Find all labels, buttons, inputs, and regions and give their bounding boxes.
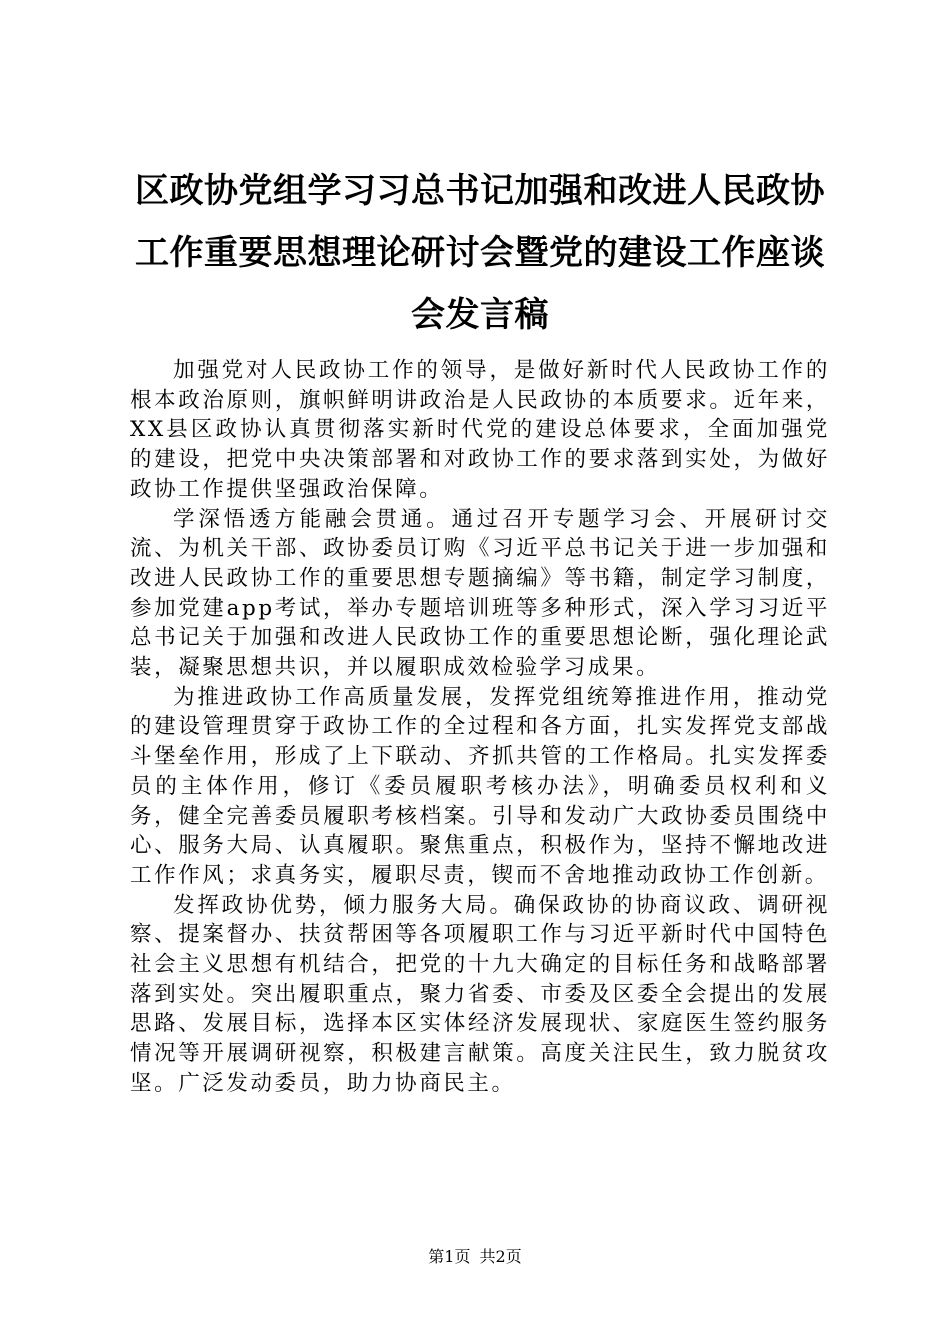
page-number: 第1页: [428, 1247, 471, 1266]
paragraph-2: 学深悟透方能融会贯通。通过召开专题学习会、开展研讨交流、为机关干部、政协委员订购《习近平总书记关于进一步加强和改进人民政协工作的重要思想专题摘编》等书籍，制定学习制度，参加党建app考试，举办专题培训班等多种形式，深入学习习近平总书记关于加强和改进人民政协工作的重要思想论断，强化理论武装，凝聚思想共识，并以履职成效检验学习成果。: [130, 506, 830, 681]
paragraph-1: 加强党对人民政协工作的领导，是做好新时代人民政协工作的根本政治原则，旗帜鲜明讲政治是人民政协的本质要求。近年来，XX县区政协认真贯彻落实新时代党的建设总体要求，全面加强党的建设，把党中央决策部署和对政协工作的要求落到实处，为做好政协工作提供坚强政治保障。: [130, 358, 830, 502]
paragraph-4: 发挥政协优势，倾力服务大局。确保政协的协商议政、调研视察、提案督办、扶贫帮困等各项履职工作与习近平新时代中国特色社会主义思想有机结合，把党的十九大确定的目标任务和战略部署落到实处。突出履职重点，聚力省委、市委及区委全会提出的发展思路、发展目标，选择本区实体经济发展现状、家庭医生签约服务情况等开展调研视察，积极建言献策。高度关注民生，致力脱贫攻坚。广泛发动委员，助力协商民主。: [130, 892, 830, 1096]
paragraph-3: 为推进政协工作高质量发展，发挥党组统筹推进作用，推动党的建设管理贯穿于政协工作的全过程和各方面，扎实发挥党支部战斗堡垒作用，形成了上下联动、齐抓共管的工作格局。扎实发挥委员的主体作用，修订《委员履职考核办法》，明确委员权利和义务，健全完善委员履职考核档案。引导和发动广大政协委员围绕中心、服务大局、认真履职。聚焦重点，积极作为，坚持不懈地改进工作作风；求真务实，履职尽责，锲而不舍地推动政协工作创新。: [130, 684, 830, 888]
title-line-1: 区政协党组学习习总书记加强和改进人民政协: [135, 171, 825, 211]
title-line-2: 工作重要思想理论研讨会暨党的建设工作座谈: [135, 233, 825, 273]
page-total: 共2页: [479, 1247, 522, 1266]
page-footer: [0, 1244, 950, 1267]
document-title: [120, 160, 840, 346]
title-line-3: 会发言稿: [411, 295, 549, 335]
document-body: [130, 356, 830, 1099]
